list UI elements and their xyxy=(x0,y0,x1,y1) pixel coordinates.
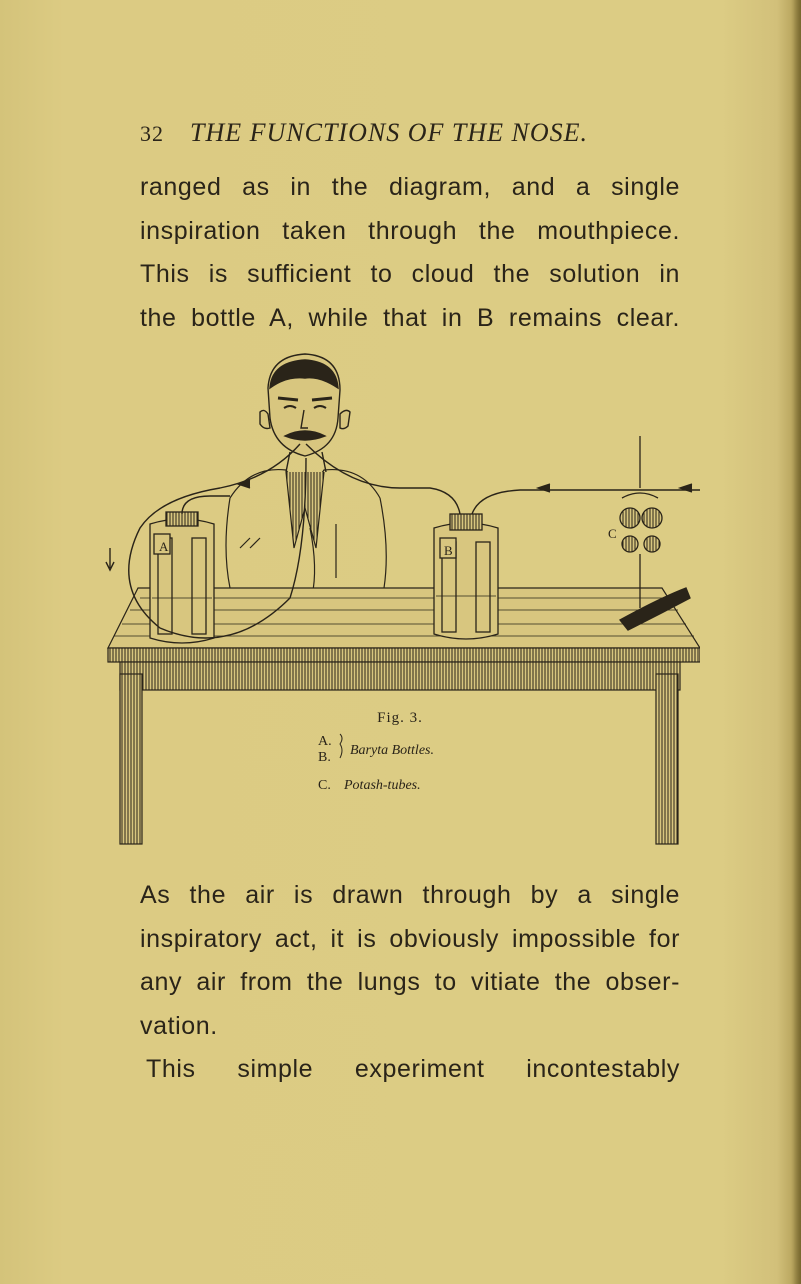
figure-caption xyxy=(318,710,434,793)
figure-illustration xyxy=(100,348,700,848)
paragraph-2-line: inspiratory act, it is obviously impossible for xyxy=(140,924,680,953)
paragraph-2-line: vation. xyxy=(140,1011,218,1040)
legend-ab-text: Baryta Bottles. xyxy=(350,743,434,758)
page-number: 32 xyxy=(140,121,164,146)
legend-c: C. xyxy=(318,778,331,793)
paragraph-1-line: the bottle A, while that in B remains clear. xyxy=(140,303,680,332)
legend-c-text: Potash-tubes. xyxy=(344,778,421,793)
bottle-a-label: A xyxy=(159,539,169,554)
paragraph-2-line: This simple experiment incontestably xyxy=(146,1055,680,1083)
paragraph-2 xyxy=(140,874,680,1092)
paragraph-1-line: This is sufficient to cloud the solution in xyxy=(140,260,680,288)
paragraph-1-line: inspiration taken through the mouthpiece. xyxy=(140,216,680,245)
legend-a: A. xyxy=(318,734,332,749)
running-head-title: THE FUNCTIONS OF THE NOSE. xyxy=(190,118,588,147)
bottle-a xyxy=(150,512,214,643)
legend-brace xyxy=(340,734,342,758)
bottle-b-label: B xyxy=(444,543,453,558)
legend-b: B. xyxy=(318,750,331,765)
paragraph-1 xyxy=(140,166,680,340)
paragraph-2-line: As the air is drawn through by a single xyxy=(140,881,680,909)
head-drawing xyxy=(260,354,350,472)
caption-title: Fig. 3. xyxy=(377,710,423,726)
running-head xyxy=(140,118,700,158)
paragraph-1-line: ranged as in the diagram, and a single xyxy=(140,173,680,201)
paragraph-2-line: any air from the lungs to vitiate the obser- xyxy=(140,968,680,996)
bottle-b xyxy=(434,514,498,639)
apparatus-engraving xyxy=(100,348,700,848)
tube-c-label: C xyxy=(608,526,617,541)
page-edge-shadow xyxy=(791,0,801,1284)
